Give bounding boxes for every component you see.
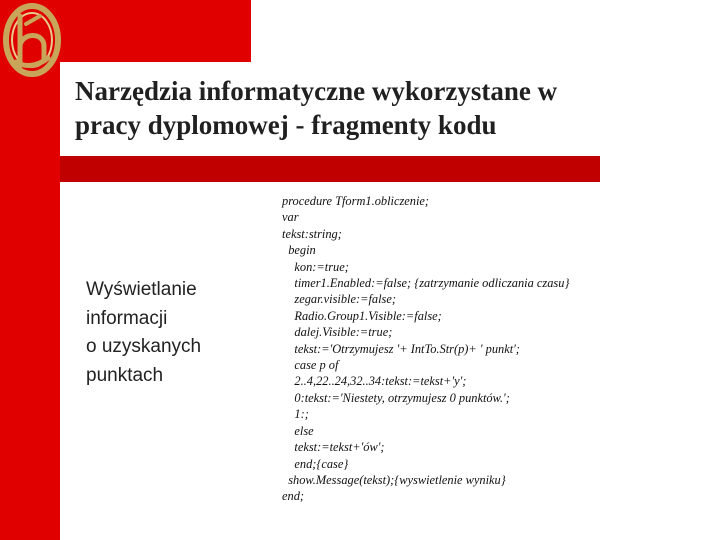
code-line: dalej.Visible:=true;: [282, 325, 393, 340]
code-fragment: [282, 193, 569, 505]
code-line: 1:;: [282, 407, 309, 422]
title-line: Narzędzia informatyczne wykorzystane w: [75, 76, 558, 106]
description-line: informacji: [86, 307, 168, 329]
code-line: kon:=true;: [282, 259, 349, 274]
code-line: show.Message(tekst);{wyswietlenie wyniku}: [282, 472, 506, 487]
code-line: begin: [282, 243, 316, 258]
code-line: else: [282, 423, 314, 438]
code-line: case p of: [282, 358, 339, 373]
code-line: var: [282, 210, 299, 225]
code-line: tekst:='Otrzymujesz '+ IntTo.Str(p)+ ' punkt';: [282, 341, 520, 356]
code-line: end;{case}: [282, 456, 349, 471]
code-line: 0:tekst:='Niestety, otrzymujesz 0 punktów.';: [282, 390, 510, 405]
emblem-logo-icon: [0, 0, 66, 82]
code-line: tekst:string;: [282, 226, 342, 241]
code-line: procedure Tform1.obliczenie;: [282, 194, 430, 208]
slide-title: [75, 74, 695, 142]
description-text: [86, 276, 266, 390]
description-line: punktach: [86, 364, 164, 386]
code-line: Radio.Group1.Visible:=false;: [282, 308, 442, 323]
code-line: timer1.Enabled:=false; {zatrzymanie odliczania czasu}: [282, 276, 570, 291]
code-line: tekst:=tekst+'ów';: [282, 440, 385, 455]
code-line: 2..4,22..24,32..34:tekst:=tekst+'y';: [282, 374, 467, 389]
code-line: end;: [282, 489, 305, 504]
code-line: zegar.visible:=false;: [282, 292, 397, 307]
title-divider-bar: [60, 156, 600, 182]
description-line: o uzyskanych: [86, 336, 202, 357]
description-line: Wyświetlanie: [86, 279, 197, 300]
title-line: pracy dyplomowej - fragmenty kodu: [75, 110, 497, 140]
